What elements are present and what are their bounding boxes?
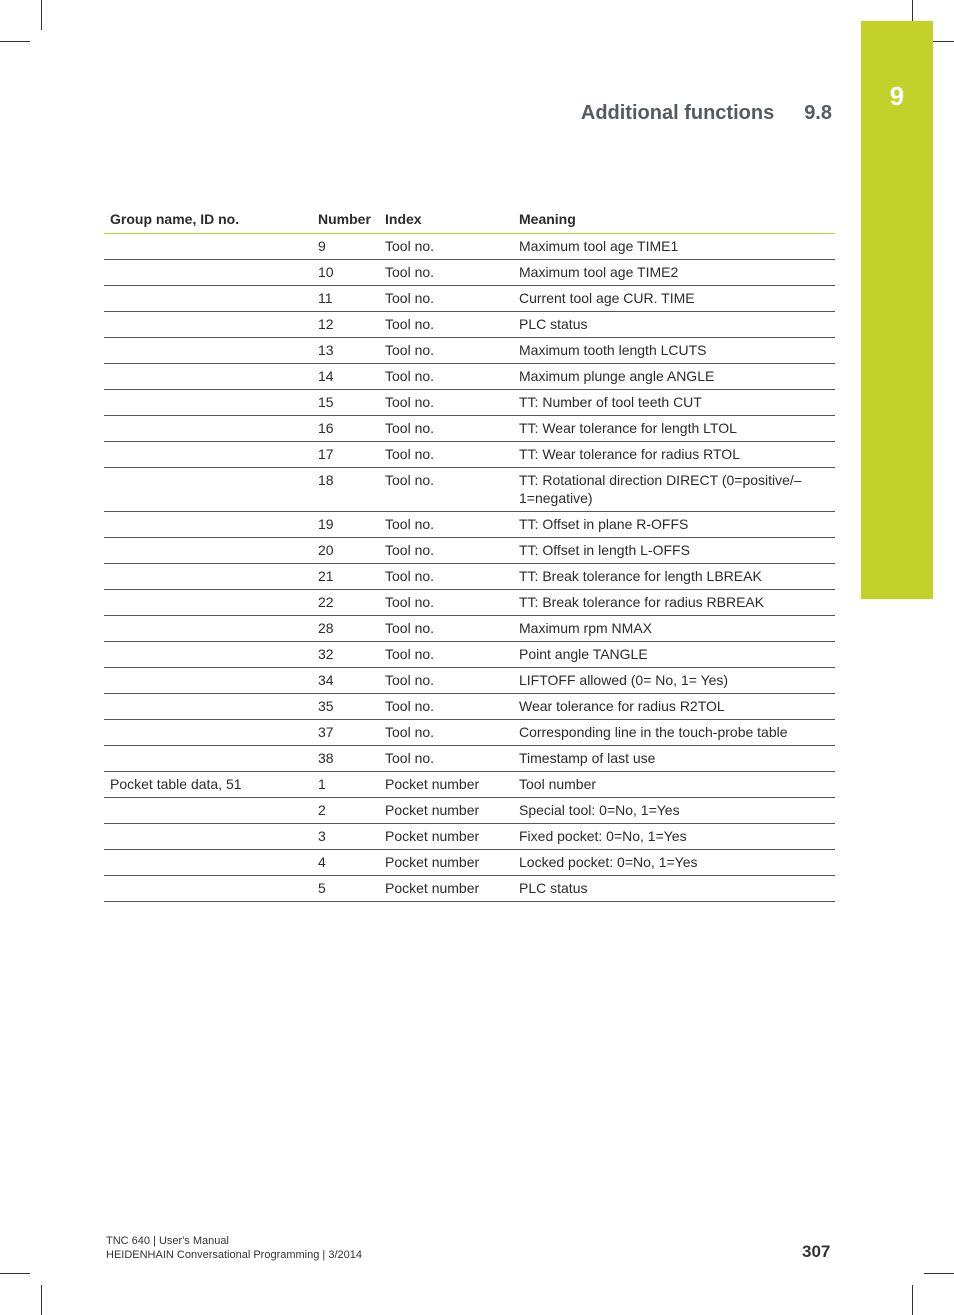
table-row <box>104 668 835 694</box>
table-row <box>104 364 835 390</box>
cell-index: Tool no. <box>379 390 513 416</box>
cell-index: Pocket number <box>379 850 513 876</box>
column-header-number: Number <box>312 207 379 234</box>
cell-meaning: Current tool age CUR. TIME <box>513 286 835 312</box>
table-row <box>104 468 835 512</box>
cell-group: Pocket table data, 51 <box>104 772 312 798</box>
cell-meaning: TT: Wear tolerance for length LTOL <box>513 416 835 442</box>
cell-number: 14 <box>312 364 379 390</box>
table-row <box>104 850 835 876</box>
page-footer <box>106 1234 362 1262</box>
crop-mark <box>912 1285 913 1315</box>
table-row <box>104 234 835 260</box>
page-header <box>581 102 832 125</box>
table-row <box>104 876 835 902</box>
cell-group <box>104 850 312 876</box>
crop-mark <box>41 0 42 30</box>
table-row <box>104 798 835 824</box>
cell-index: Tool no. <box>379 442 513 468</box>
cell-index: Tool no. <box>379 234 513 260</box>
cell-index: Pocket number <box>379 876 513 902</box>
cell-meaning: Maximum tooth length LCUTS <box>513 338 835 364</box>
cell-meaning: Special tool: 0=No, 1=Yes <box>513 798 835 824</box>
crop-mark <box>0 1273 30 1274</box>
cell-index: Tool no. <box>379 668 513 694</box>
footer-line-2: HEIDENHAIN Conversational Programming | 3/2014 <box>106 1249 362 1261</box>
cell-group <box>104 694 312 720</box>
section-number: 9.8 <box>804 102 832 124</box>
cell-group <box>104 338 312 364</box>
crop-mark <box>0 41 30 42</box>
cell-meaning: Tool number <box>513 772 835 798</box>
cell-number: 1 <box>312 772 379 798</box>
cell-meaning: TT: Offset in plane R-OFFS <box>513 512 835 538</box>
chapter-number: 9 <box>889 81 905 111</box>
cell-meaning: PLC status <box>513 312 835 338</box>
cell-meaning: Wear tolerance for radius R2TOL <box>513 694 835 720</box>
cell-index: Tool no. <box>379 468 513 512</box>
column-header-index: Index <box>379 207 513 234</box>
cell-meaning: TT: Number of tool teeth CUT <box>513 390 835 416</box>
table-row <box>104 642 835 668</box>
cell-meaning: Fixed pocket: 0=No, 1=Yes <box>513 824 835 850</box>
cell-meaning: TT: Break tolerance for radius RBREAK <box>513 590 835 616</box>
table-row <box>104 694 835 720</box>
table-row <box>104 590 835 616</box>
cell-group <box>104 538 312 564</box>
cell-number: 5 <box>312 876 379 902</box>
cell-number: 28 <box>312 616 379 642</box>
cell-number: 34 <box>312 668 379 694</box>
cell-meaning: Locked pocket: 0=No, 1=Yes <box>513 850 835 876</box>
cell-group <box>104 616 312 642</box>
cell-number: 37 <box>312 720 379 746</box>
cell-group <box>104 286 312 312</box>
cell-number: 19 <box>312 512 379 538</box>
cell-group <box>104 876 312 902</box>
cell-group <box>104 720 312 746</box>
cell-index: Tool no. <box>379 364 513 390</box>
table-row <box>104 616 835 642</box>
cell-number: 3 <box>312 824 379 850</box>
cell-number: 16 <box>312 416 379 442</box>
cell-number: 10 <box>312 260 379 286</box>
table-row <box>104 338 835 364</box>
cell-index: Tool no. <box>379 642 513 668</box>
crop-mark <box>41 1285 42 1315</box>
cell-group <box>104 746 312 772</box>
cell-number: 38 <box>312 746 379 772</box>
cell-index: Tool no. <box>379 286 513 312</box>
cell-group <box>104 512 312 538</box>
cell-index: Tool no. <box>379 312 513 338</box>
cell-number: 13 <box>312 338 379 364</box>
cell-meaning: Maximum rpm NMAX <box>513 616 835 642</box>
cell-number: 18 <box>312 468 379 512</box>
cell-group <box>104 642 312 668</box>
cell-group <box>104 312 312 338</box>
chapter-tab <box>861 21 933 599</box>
cell-meaning: Corresponding line in the touch-probe table <box>513 720 835 746</box>
cell-group <box>104 364 312 390</box>
table-row <box>104 512 835 538</box>
cell-number: 12 <box>312 312 379 338</box>
cell-group <box>104 824 312 850</box>
cell-index: Tool no. <box>379 564 513 590</box>
cell-meaning: TT: Rotational direction DIRECT (0=positive/–1=negative) <box>513 468 835 512</box>
cell-number: 15 <box>312 390 379 416</box>
cell-group <box>104 260 312 286</box>
cell-number: 17 <box>312 442 379 468</box>
footer-line-1: TNC 640 | User's Manual <box>106 1235 229 1247</box>
cell-group <box>104 416 312 442</box>
cell-meaning: Maximum tool age TIME1 <box>513 234 835 260</box>
cell-index: Tool no. <box>379 720 513 746</box>
cell-number: 9 <box>312 234 379 260</box>
cell-number: 20 <box>312 538 379 564</box>
cell-group <box>104 468 312 512</box>
cell-number: 22 <box>312 590 379 616</box>
cell-index: Tool no. <box>379 538 513 564</box>
cell-number: 32 <box>312 642 379 668</box>
cell-index: Tool no. <box>379 512 513 538</box>
cell-index: Pocket number <box>379 772 513 798</box>
crop-mark <box>924 1273 954 1274</box>
cell-meaning: TT: Offset in length L-OFFS <box>513 538 835 564</box>
cell-number: 35 <box>312 694 379 720</box>
table-row <box>104 746 835 772</box>
table-row <box>104 416 835 442</box>
cell-group <box>104 668 312 694</box>
cell-index: Pocket number <box>379 798 513 824</box>
cell-meaning: TT: Wear tolerance for radius RTOL <box>513 442 835 468</box>
cell-meaning: Point angle TANGLE <box>513 642 835 668</box>
cell-group <box>104 564 312 590</box>
column-header-meaning: Meaning <box>513 207 835 234</box>
table-row <box>104 538 835 564</box>
table-body <box>104 234 835 902</box>
parameter-table <box>104 207 835 902</box>
cell-meaning: Timestamp of last use <box>513 746 835 772</box>
cell-group <box>104 798 312 824</box>
table-row <box>104 772 835 798</box>
cell-group <box>104 590 312 616</box>
table-row <box>104 564 835 590</box>
cell-group <box>104 390 312 416</box>
cell-index: Tool no. <box>379 616 513 642</box>
column-header-group: Group name, ID no. <box>104 207 312 234</box>
section-title: Additional functions <box>580 102 775 124</box>
cell-number: 4 <box>312 850 379 876</box>
table-row <box>104 390 835 416</box>
cell-index: Pocket number <box>379 824 513 850</box>
table-row <box>104 286 835 312</box>
cell-group <box>104 234 312 260</box>
cell-index: Tool no. <box>379 694 513 720</box>
table-row <box>104 260 835 286</box>
cell-meaning: LIFTOFF allowed (0= No, 1= Yes) <box>513 668 835 694</box>
table-row <box>104 442 835 468</box>
cell-index: Tool no. <box>379 338 513 364</box>
cell-meaning: Maximum tool age TIME2 <box>513 260 835 286</box>
table-header-row <box>104 207 835 234</box>
cell-index: Tool no. <box>379 746 513 772</box>
cell-meaning: TT: Break tolerance for length LBREAK <box>513 564 835 590</box>
cell-index: Tool no. <box>379 590 513 616</box>
cell-number: 11 <box>312 286 379 312</box>
cell-number: 2 <box>312 798 379 824</box>
cell-index: Tool no. <box>379 260 513 286</box>
table-row <box>104 824 835 850</box>
table-row <box>104 720 835 746</box>
page-number: 307 <box>802 1242 831 1261</box>
cell-index: Tool no. <box>379 416 513 442</box>
cell-meaning: Maximum plunge angle ANGLE <box>513 364 835 390</box>
cell-meaning: PLC status <box>513 876 835 902</box>
table-row <box>104 312 835 338</box>
cell-group <box>104 442 312 468</box>
cell-number: 21 <box>312 564 379 590</box>
